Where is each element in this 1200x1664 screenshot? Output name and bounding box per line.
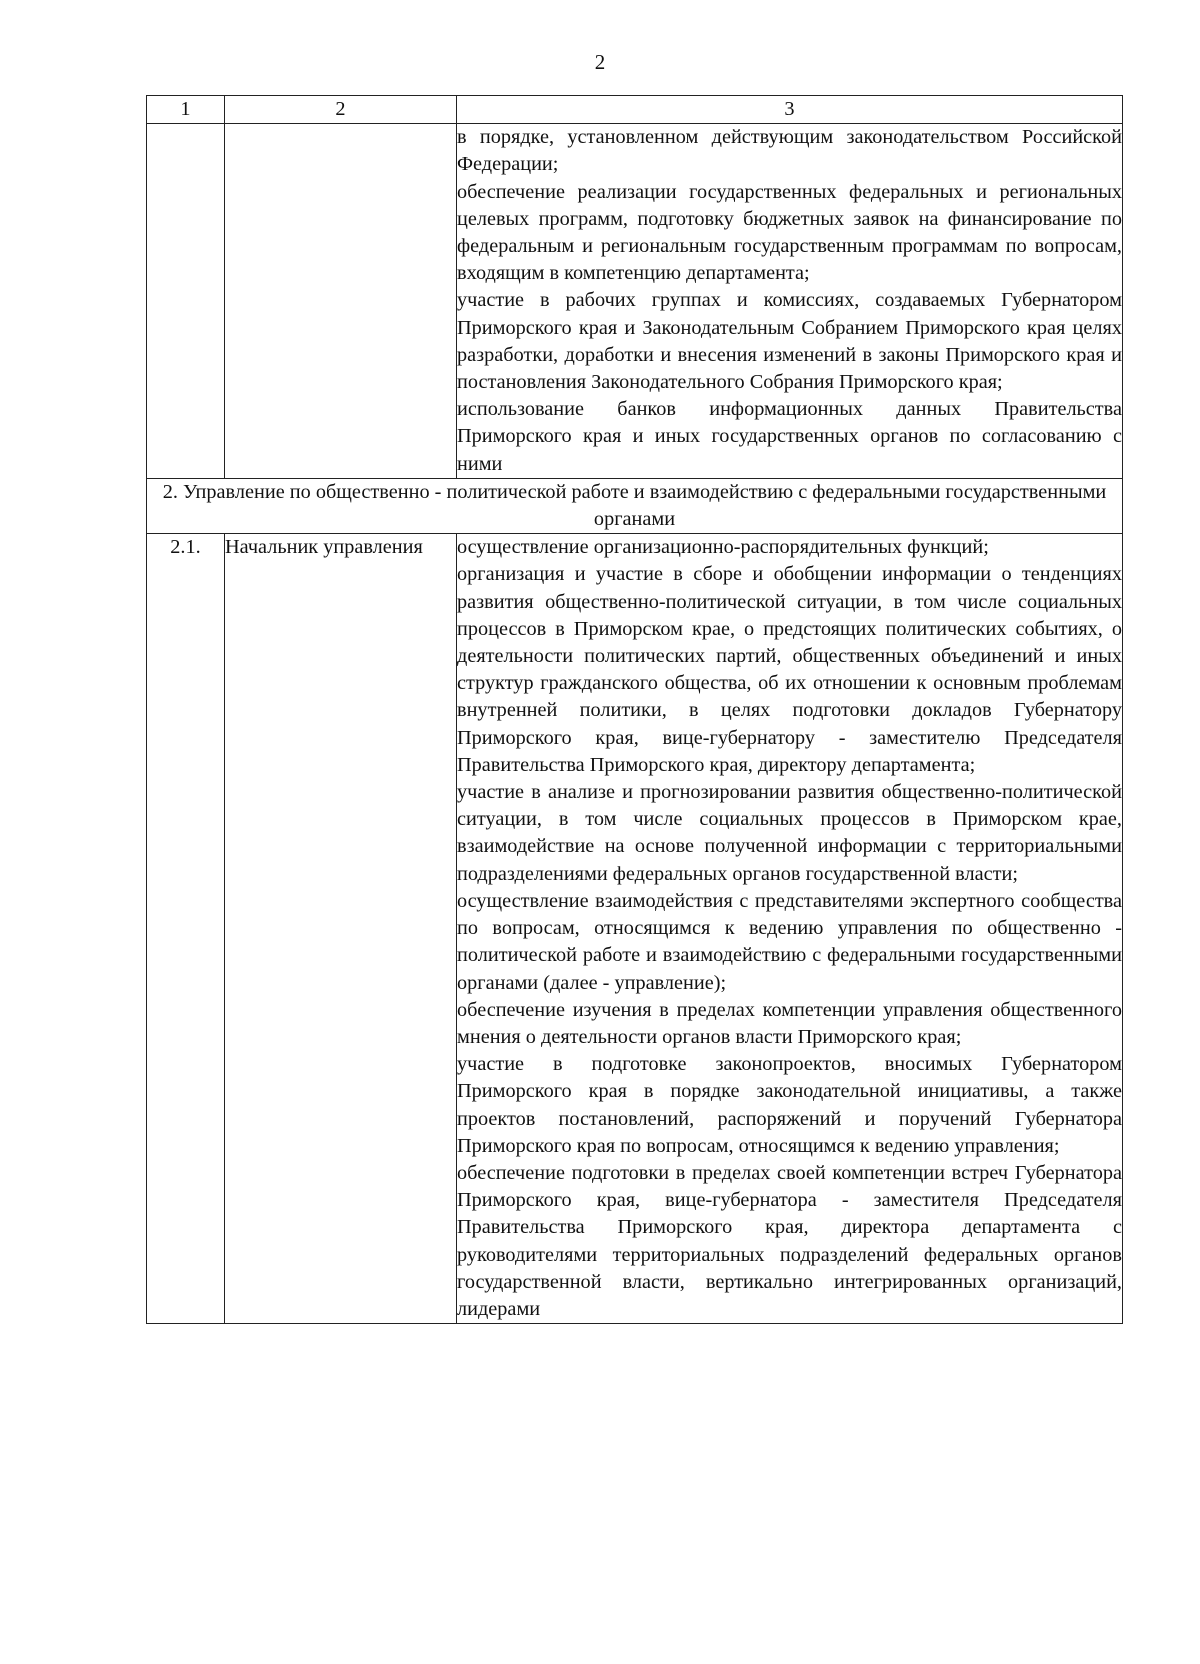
duty-paragraph: организация и участие в сборе и обобщении информации о тенденциях развития общественно-политической ситуации, в том числе социальных процессов в Приморском крае, о предстоящих политических событиях, о деятельности политических партий, общественных объединений и иных структур гражданского общества, об их отношении к основным проблемам внутренней политики, в целях подготовки докладов Губернатору Приморского края, вице-губернатору - заместителю Председателя Правительства Приморского края, директору департамента; bbox=[457, 563, 1122, 776]
row-number bbox=[147, 124, 225, 479]
column-header-3: 3 bbox=[457, 96, 1123, 124]
table-row bbox=[147, 124, 1123, 479]
section-row bbox=[147, 478, 1123, 533]
duties-cell bbox=[457, 534, 1123, 1324]
page-number: 2 bbox=[594, 50, 606, 74]
section-title: 2. Управление по общественно - политической работе и взаимодействию с федеральными государственными органами bbox=[147, 478, 1123, 533]
duties-cell bbox=[457, 124, 1123, 479]
row-number: 2.1. bbox=[147, 534, 225, 1324]
table-header-row bbox=[147, 96, 1123, 124]
duty-paragraph: обеспечение подготовки в пределах своей компетенции встреч Губернатора Приморского края, вице-губернатора - заместителя Председателя Правительства Приморского края, директора департамента с руководителями территориальных подразделений федеральных органов государственной власти, вертикально интегрированных организаций, лидерами bbox=[457, 1161, 1122, 1320]
duty-paragraph: осуществление взаимодействия с представителями экспертного сообщества по вопросам, относящимся к ведению управления по общественно - политической работе и взаимодействию с федеральными государственными органами (далее - управление); bbox=[457, 889, 1122, 994]
duty-paragraph: обеспечение изучения в пределах компетенции управления общественного мнения о деятельности органов власти Приморского края; bbox=[457, 998, 1122, 1048]
position-title: Начальник управления bbox=[225, 534, 457, 1324]
duty-paragraph: использование банков информационных данных Правительства Приморского края и иных государственных органов по согласованию с ними bbox=[457, 398, 1122, 475]
duty-paragraph: участие в анализе и прогнозировании развития общественно-политической ситуации, в том числе социальных процессов в Приморском крае, взаимодействие на основе полученной информации с территориальными подразделениями федеральных органов государственной власти; bbox=[457, 781, 1122, 885]
table-row bbox=[147, 534, 1123, 1324]
column-header-1: 1 bbox=[147, 96, 225, 124]
duty-paragraph: участие в рабочих группах и комиссиях, создаваемых Губернатором Приморского края и Законодательным Собранием Приморского края целях разработки, доработки и внесения изменений в законы Приморского края и постановления Законодательного Собрания Приморского края; bbox=[457, 289, 1122, 394]
responsibilities-table bbox=[146, 95, 1123, 1324]
duty-paragraph: участие в подготовке законопроектов, вносимых Губернатором Приморского края в порядке законодательной инициативы, а также проектов постановлений, распоряжений и поручений Губернатора Приморского края по вопросам, относящимся к ведению управления; bbox=[457, 1053, 1122, 1157]
position-title bbox=[225, 124, 457, 479]
column-header-2: 2 bbox=[225, 96, 457, 124]
duty-paragraph: обеспечение реализации государственных федеральных и региональных целевых программ, подготовку бюджетных заявок на финансирование по федеральным и региональным государственным программам по вопросам, входящим в компетенцию департамента; bbox=[457, 180, 1122, 285]
duty-paragraph: в порядке, установленном действующим законодательством Российской Федерации; bbox=[457, 126, 1122, 176]
duty-paragraph: осуществление организационно-распорядительных функций; bbox=[457, 536, 989, 559]
